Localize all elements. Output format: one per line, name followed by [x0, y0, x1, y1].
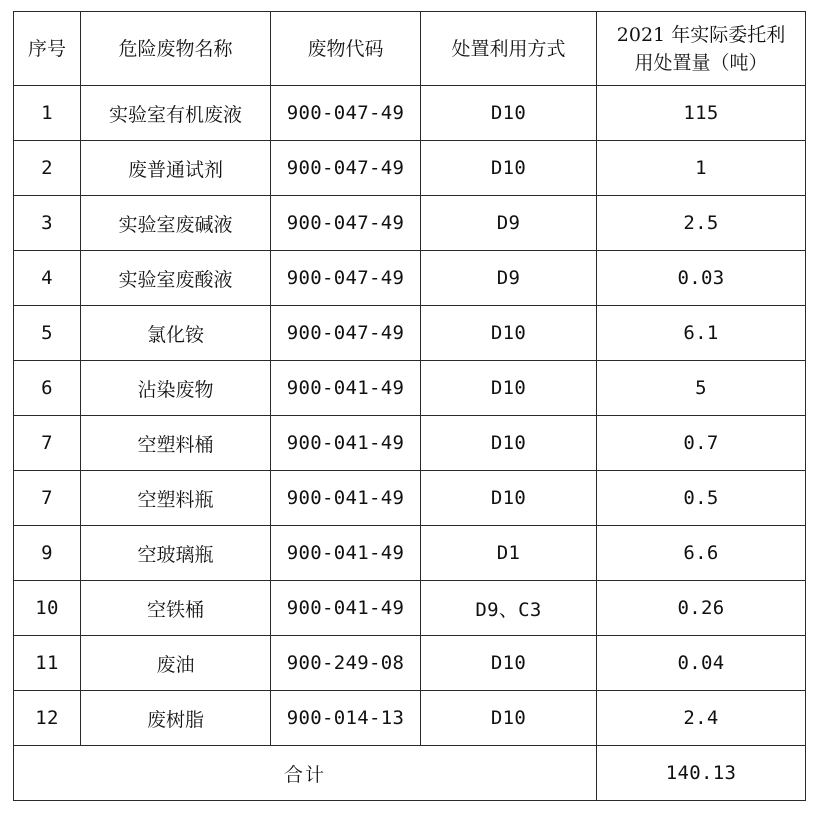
table-row [14, 636, 806, 691]
cell-waste-code: 900-047-49 [271, 86, 421, 141]
cell-waste-name: 实验室有机废液 [81, 86, 271, 141]
header-disposal-method: 处置利用方式 [421, 12, 597, 86]
cell-waste-code: 900-014-13 [271, 691, 421, 746]
cell-seq: 3 [14, 196, 81, 251]
table-row [14, 416, 806, 471]
cell-disposal-method: D1 [421, 526, 597, 581]
cell-waste-name: 空塑料桶 [81, 416, 271, 471]
cell-amount: 0.04 [597, 636, 806, 691]
cell-waste-name: 空铁桶 [81, 581, 271, 636]
header-waste-name: 危险废物名称 [81, 12, 271, 86]
cell-amount: 0.26 [597, 581, 806, 636]
cell-amount: 2.5 [597, 196, 806, 251]
cell-seq: 12 [14, 691, 81, 746]
cell-disposal-method: D10 [421, 416, 597, 471]
cell-seq: 5 [14, 306, 81, 361]
cell-seq: 11 [14, 636, 81, 691]
cell-disposal-method: D10 [421, 691, 597, 746]
cell-waste-code: 900-047-49 [271, 306, 421, 361]
table-row [14, 251, 806, 306]
cell-waste-name: 废普通试剂 [81, 141, 271, 196]
total-row [14, 746, 806, 801]
cell-waste-code: 900-041-49 [271, 581, 421, 636]
table-row [14, 141, 806, 196]
cell-waste-name: 空塑料瓶 [81, 471, 271, 526]
table-row [14, 526, 806, 581]
cell-seq: 2 [14, 141, 81, 196]
header-amount [597, 12, 806, 86]
cell-amount: 5 [597, 361, 806, 416]
cell-disposal-method: D10 [421, 306, 597, 361]
cell-disposal-method: D9 [421, 196, 597, 251]
cell-disposal-method: D10 [421, 636, 597, 691]
total-label: 合计 [14, 746, 597, 801]
table-row [14, 86, 806, 141]
hazardous-waste-table [13, 11, 806, 801]
cell-waste-name: 沾染废物 [81, 361, 271, 416]
table-row [14, 361, 806, 416]
cell-amount: 1 [597, 141, 806, 196]
table-row [14, 691, 806, 746]
table-row [14, 196, 806, 251]
cell-waste-code: 900-041-49 [271, 416, 421, 471]
cell-disposal-method: D10 [421, 471, 597, 526]
cell-waste-code: 900-047-49 [271, 251, 421, 306]
cell-disposal-method: D9 [421, 251, 597, 306]
cell-waste-code: 900-041-49 [271, 526, 421, 581]
cell-seq: 6 [14, 361, 81, 416]
table-row [14, 581, 806, 636]
cell-waste-name: 实验室废碱液 [81, 196, 271, 251]
header-amount-line1: 2021 年实际委托利 [616, 23, 786, 46]
cell-amount: 0.7 [597, 416, 806, 471]
cell-amount: 0.5 [597, 471, 806, 526]
cell-seq: 9 [14, 526, 81, 581]
header-row [14, 12, 806, 86]
cell-disposal-method: D9、C3 [421, 581, 597, 636]
cell-waste-code: 900-047-49 [271, 196, 421, 251]
cell-seq: 10 [14, 581, 81, 636]
header-waste-code: 废物代码 [271, 12, 421, 86]
cell-waste-code: 900-249-08 [271, 636, 421, 691]
cell-disposal-method: D10 [421, 141, 597, 196]
cell-amount: 115 [597, 86, 806, 141]
cell-waste-name: 实验室废酸液 [81, 251, 271, 306]
cell-waste-name: 废油 [81, 636, 271, 691]
cell-waste-code: 900-041-49 [271, 471, 421, 526]
cell-seq: 1 [14, 86, 81, 141]
header-seq: 序号 [14, 12, 81, 86]
cell-seq: 4 [14, 251, 81, 306]
table-row [14, 306, 806, 361]
cell-amount: 6.1 [597, 306, 806, 361]
cell-waste-name: 空玻璃瓶 [81, 526, 271, 581]
total-amount: 140.13 [597, 746, 806, 801]
cell-seq: 7 [14, 416, 81, 471]
cell-waste-code: 900-041-49 [271, 361, 421, 416]
cell-waste-name: 氯化铵 [81, 306, 271, 361]
cell-amount: 0.03 [597, 251, 806, 306]
cell-disposal-method: D10 [421, 361, 597, 416]
cell-amount: 6.6 [597, 526, 806, 581]
cell-seq: 7 [14, 471, 81, 526]
header-amount-line2: 用处置量（吨） [634, 51, 768, 74]
cell-amount: 2.4 [597, 691, 806, 746]
cell-waste-code: 900-047-49 [271, 141, 421, 196]
table-row [14, 471, 806, 526]
cell-waste-name: 废树脂 [81, 691, 271, 746]
cell-disposal-method: D10 [421, 86, 597, 141]
